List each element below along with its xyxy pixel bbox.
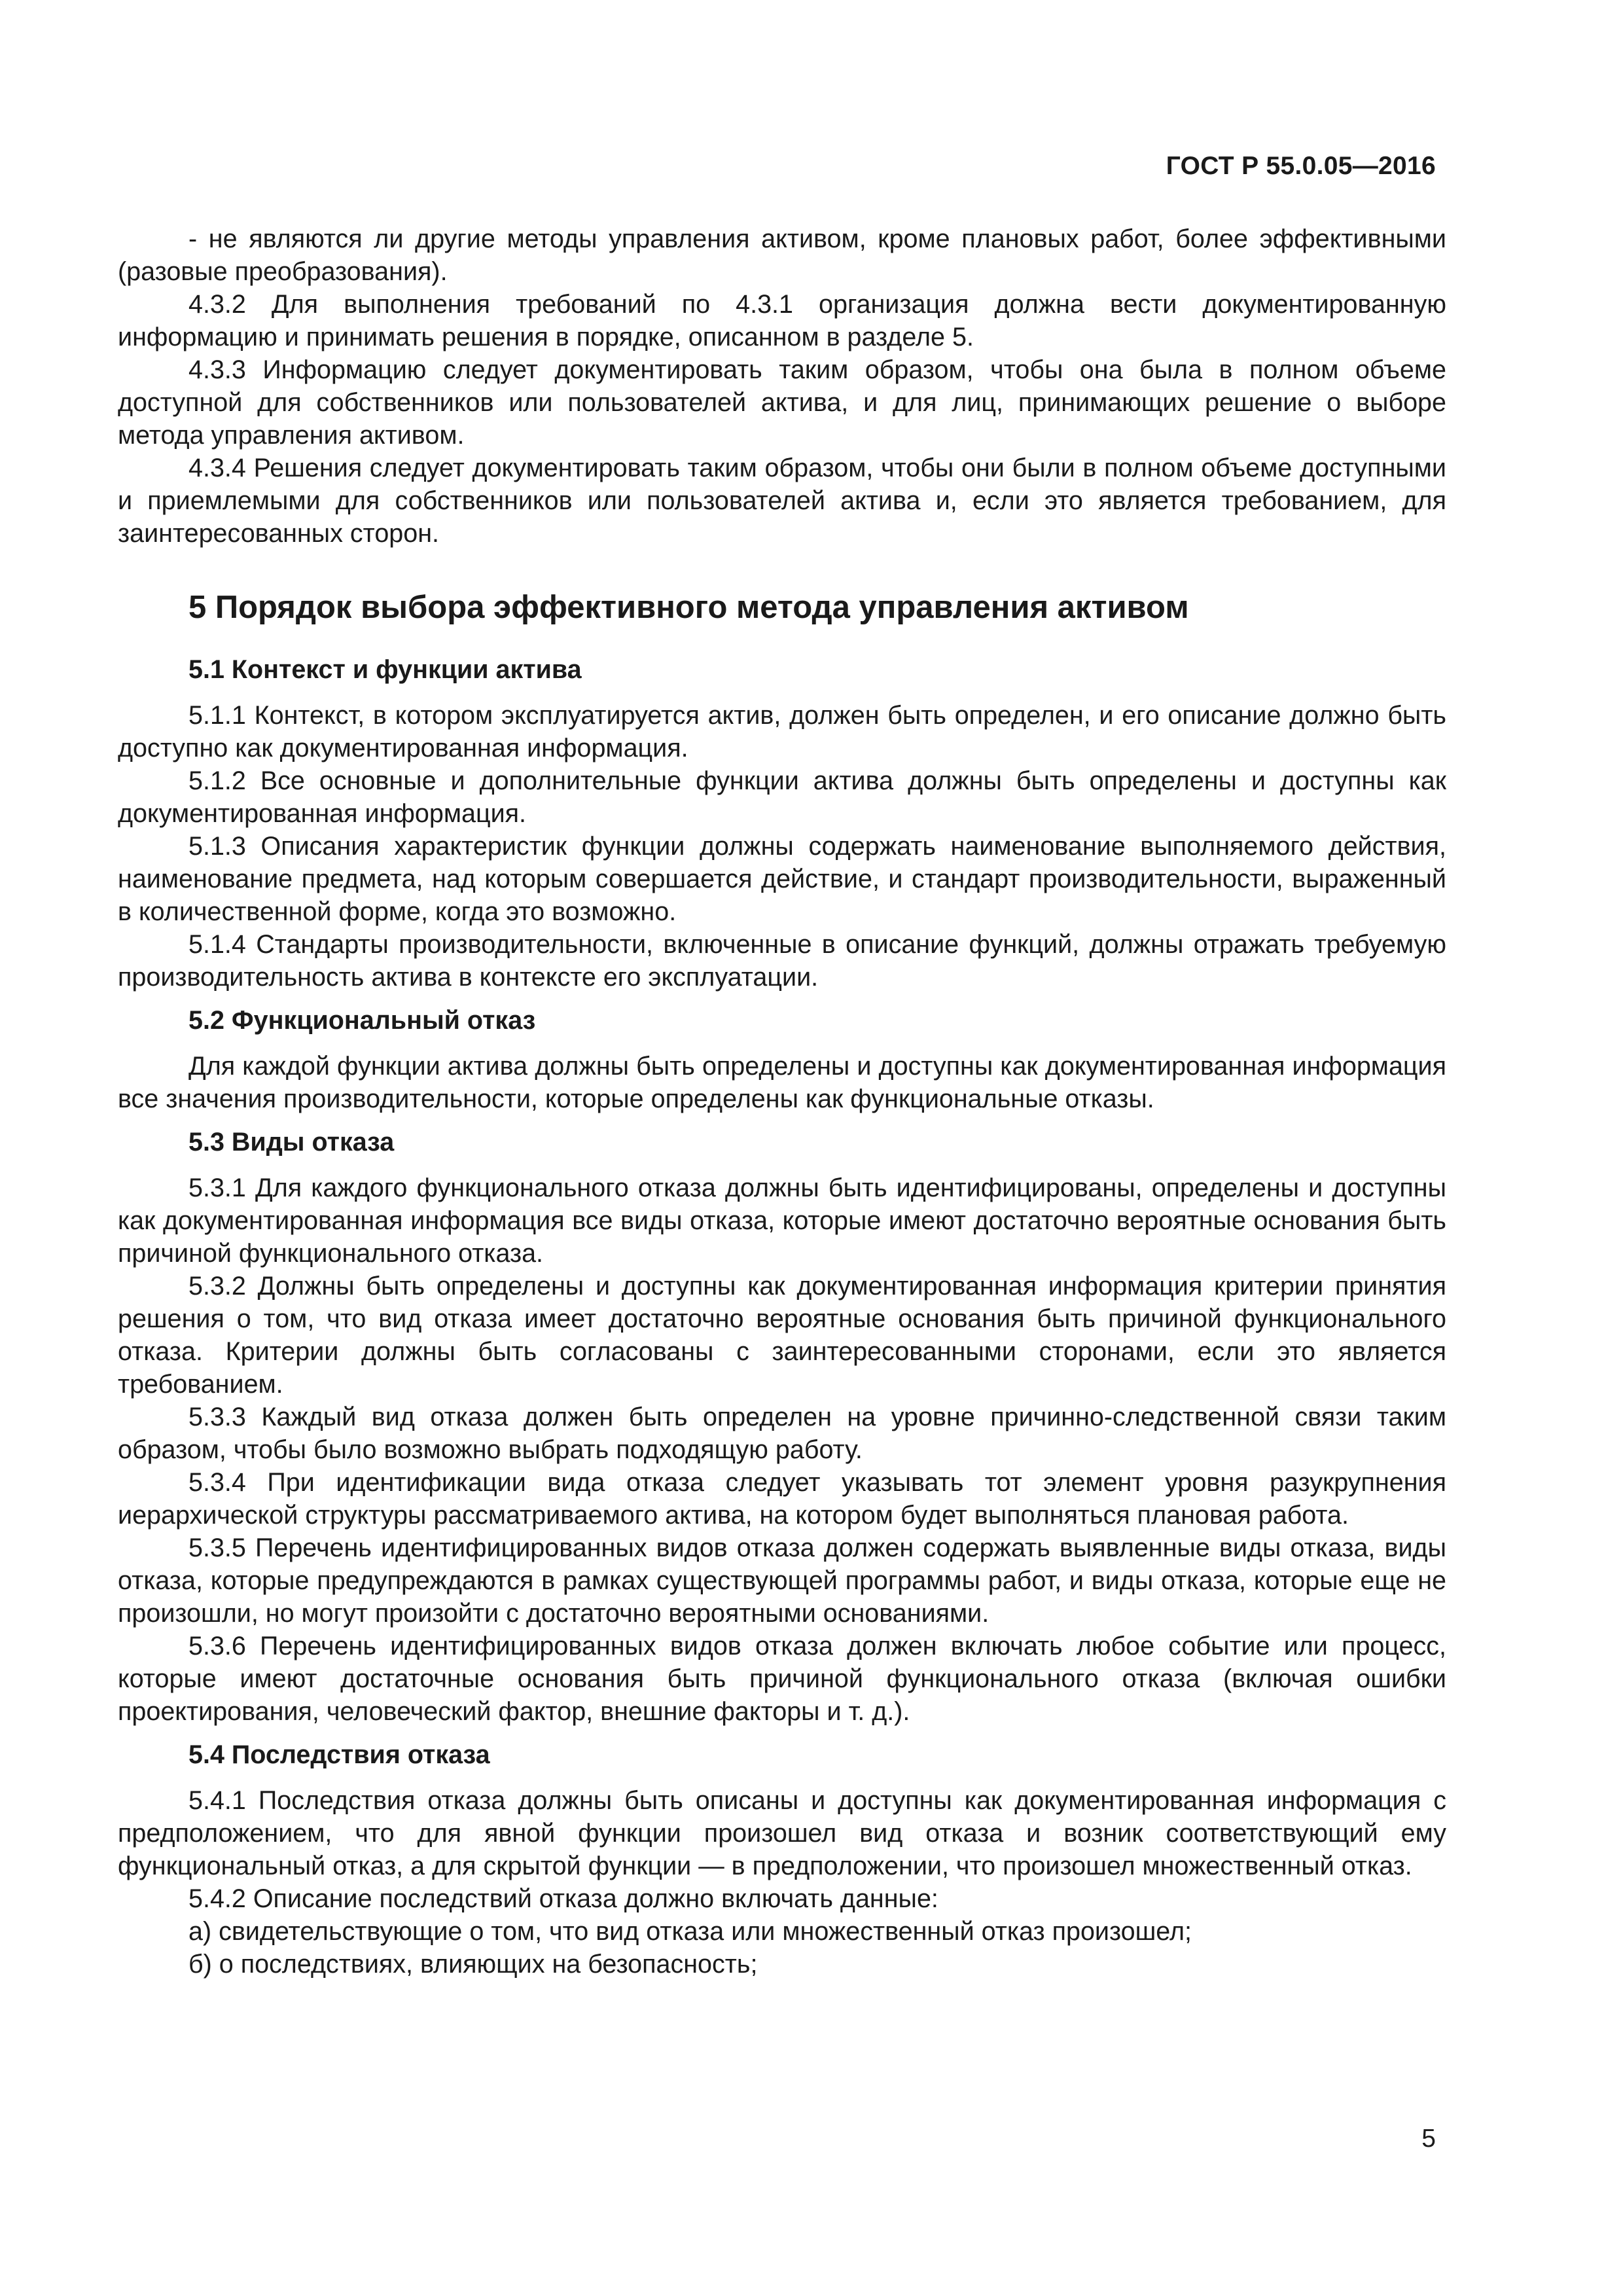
- paragraph: 5.3.4 При идентификации вида отказа следует указывать тот элемент уровня разукрупнения иерархической структуры рассматриваемого актива, на котором будет выполняться плановая работа.: [118, 1468, 1446, 1530]
- section-heading: 5 Порядок выбора эффективного метода управления активом: [188, 590, 1189, 625]
- subsection-heading: 5.4 Последствия отказа: [188, 1740, 490, 1769]
- subsection-heading: 5.1 Контекст и функции актива: [188, 655, 582, 684]
- paragraph: 5.1.4 Стандарты производительности, включенные в описание функций, должны отражать требуемую производительность актива в контексте его эксплуатации.: [118, 930, 1446, 992]
- paragraph: Для каждой функции актива должны быть определены и доступны как документированная информация все значения производительности, которые определены как функциональные отказы.: [118, 1052, 1446, 1113]
- paragraph: 5.1.2 Все основные и дополнительные функции актива должны быть определены и доступны как документированная информация.: [118, 766, 1446, 828]
- paragraph: 5.1.1 Контекст, в котором эксплуатируется актив, должен быть определен, и его описание должно быть доступно как документированная информация.: [118, 701, 1446, 762]
- list-item: б) о последствиях, влияющих на безопасность;: [188, 1950, 758, 1979]
- paragraph: 5.3.6 Перечень идентифицированных видов отказа должен включать любое событие или процесс, которые имеют достаточные основания быть причиной функционального отказа (включая ошибки проектирования, человеческий фактор, внешние факторы и т. д.).: [118, 1632, 1446, 1726]
- paragraph: 5.4.1 Последствия отказа должны быть описаны и доступны как документированная информация с предположением, что для явной функции произошел вид отказа и возник соответствующий ему функциональный отказ, а для скрытой функции — в предположении, что произошел множественный отказ.: [118, 1786, 1446, 1880]
- paragraph: 5.1.3 Описания характеристик функции должны содержать наименование выполняемого действия, наименование предмета, над которым совершается действие, и стандарт производительности, выраженный в количественной форме, когда это возможно.: [118, 832, 1446, 926]
- paragraph: 5.3.1 Для каждого функционального отказа должны быть идентифицированы, определены и доступны как документированная информация все виды отказа, которые имеют достаточно вероятные основания быть причиной функционального отказа.: [118, 1174, 1446, 1268]
- paragraph: - не являются ли другие методы управления активом, кроме плановых работ, более эффективными (разовые преобразования).: [118, 224, 1446, 286]
- paragraph: 5.4.2 Описание последствий отказа должно включать данные:: [188, 1884, 938, 1913]
- paragraph: 5.3.2 Должны быть определены и доступны как документированная информация критерии принятия решения о том, что вид отказа имеет достаточно вероятные основания быть причиной функционального отказа. Критерии должны быть согласованы с заинтересованными сторонами, если это является требованием.: [118, 1272, 1446, 1399]
- subsection-heading: 5.2 Функциональный отказ: [188, 1006, 536, 1035]
- document-body: [118, 223, 1446, 1981]
- list-item: а) свидетельствующие о том, что вид отказа или множественный отказ произошел;: [188, 1917, 1192, 1946]
- page-number: 5: [1421, 2125, 1436, 2153]
- paragraph: 4.3.3 Информацию следует документировать таким образом, чтобы она была в полном объеме доступной для собственников или пользователей актива, и для лиц, принимающих решение о выборе метода управления активом.: [118, 355, 1446, 450]
- paragraph: 5.3.5 Перечень идентифицированных видов отказа должен содержать выявленные виды отказа, виды отказа, которые предупреждаются в рамках существующей программы работ, и виды отказа, которые еще не произошли, но могут произойти с достаточно вероятными основаниями.: [118, 1534, 1446, 1628]
- paragraph: 5.3.3 Каждый вид отказа должен быть определен на уровне причинно-следственной связи таким образом, чтобы было возможно выбрать подходящую работу.: [118, 1403, 1446, 1464]
- paragraph: 4.3.2 Для выполнения требований по 4.3.1 организация должна вести документированную информацию и принимать решения в порядке, описанном в разделе 5.: [118, 290, 1446, 351]
- paragraph: 4.3.4 Решения следует документировать таким образом, чтобы они были в полном объеме доступными и приемлемыми для собственников или пользователей актива и, если это является требованием, для заинтересованных сторон.: [118, 454, 1446, 548]
- subsection-heading: 5.3 Виды отказа: [188, 1128, 395, 1157]
- document-code-header: ГОСТ Р 55.0.05—2016: [1166, 152, 1436, 180]
